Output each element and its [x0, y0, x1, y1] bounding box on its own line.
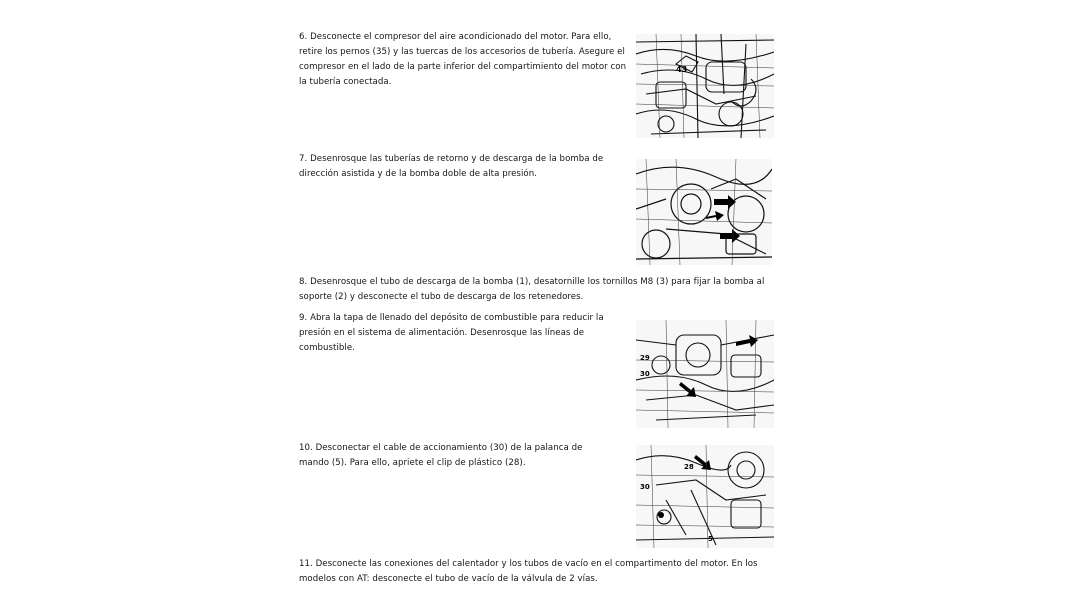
fig4-label-5: 5: [708, 535, 713, 543]
engine-diagram-1: [636, 34, 774, 138]
step-10-text: 10. Desconectar el cable de accionamiento (30) de la palanca de mando (5). Para ello, apriete el clip de plástico (28).: [299, 443, 583, 468]
step-9-text: 9. Abra la tapa de llenado del depósito de combustible para reducir la presión en el sistema de alimentación. Desenrosque las líneas de combustible.: [299, 313, 604, 353]
engine-diagram-1-drawing: [636, 34, 774, 138]
fig4-label-28: 28: [684, 463, 694, 471]
engine-diagram-4: [636, 445, 774, 548]
fig4-label-30: 30: [640, 483, 650, 491]
fig1-label-43: 43: [676, 65, 688, 74]
engine-diagram-2-drawing: [636, 159, 772, 265]
step-7-text: 7. Desenrosque las tuberías de retorno y de descarga de la bomba de dirección asistida y de la bomba doble de alta presión.: [299, 154, 604, 179]
fig3-label-29: 29: [640, 354, 650, 362]
step-8-text: 8. Desenrosque el tubo de descarga de la bomba (1), desatornille los tornillos M8 (3) para fijar la bomba al soporte (2) y desconecte el tubo de descarga de los retenedores.: [299, 277, 765, 302]
fig3-label-30: 30: [640, 370, 650, 378]
engine-diagram-3: [636, 320, 774, 428]
engine-diagram-4-drawing: [636, 445, 774, 548]
step-6-text: 6. Desconecte el compresor del aire acondicionado del motor. Para ello, retire los pernos (35) y las tuercas de los accesorios de tubería. Asegure el compresor en el lado de la parte inferior del compartimiento del motor con la tubería conectada.: [299, 32, 627, 87]
engine-diagram-3-drawing: [636, 320, 774, 428]
engine-diagram-2: [636, 159, 772, 265]
step-11-text: 11. Desconecte las conexiones del calentador y los tubos de vacío en el compartimento del motor. En los modelos con AT: desconecte el tubo de vacío de la válvula de 2 vías.: [299, 559, 758, 584]
